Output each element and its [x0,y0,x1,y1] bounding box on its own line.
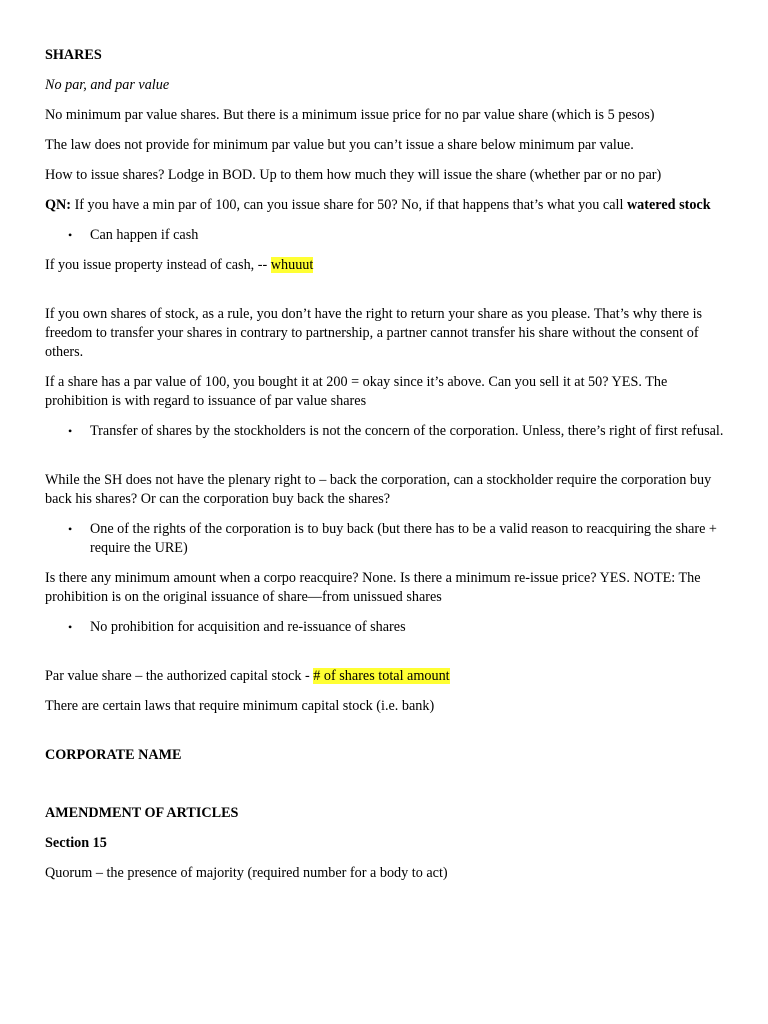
paragraph-buy-back: While the SH does not have the plenary right to – back the corporation, can a stockholder require the corporation buy back his shares? Or can the corporation buy back the shares? [45,472,712,507]
spacer [45,727,725,746]
question-text: If you have a min par of 100, can you issue share for 50? No, if that happens that’s what you call [71,197,627,213]
subtitle-par-value: No par, and par value [45,77,170,93]
bullet-list-2 [45,422,725,441]
list-item [68,422,725,441]
bullet-icon: • [68,424,73,438]
paragraph-own-shares: If you own shares of stock, as a rule, you don’t have the right to return your share as you please. That’s why there is freedom to transfer your shares in contrary to partnership, a partner cannot transfer his share without the consent of others. [45,306,703,360]
watered-stock-term: watered stock [626,197,711,213]
list-item [68,226,725,245]
spacer [45,452,725,471]
spacer [45,648,725,667]
bullet-list-1 [45,226,725,245]
property-text: If you issue property instead of cash, -- [45,257,271,273]
paragraph-reacquire: Is there any minimum amount when a corpo reacquire? None. Is there a minimum re-issue price? YES. NOTE: The prohibition is on the original issuance of share—from unissued shares [45,570,701,605]
question-label: QN: [45,197,72,213]
list-item [68,618,725,637]
heading-corporate-name: CORPORATE NAME [45,747,182,763]
paragraph-sell-shares: If a share has a par value of 100, you bought it at 200 = okay since it’s above. Can you sell it at 50? YES. The prohibition is with regard to issuance of par value shares [45,374,668,409]
par-value-text: Par value share – the authorized capital stock - [45,668,314,684]
list-item-text: No prohibition for acquisition and re-issuance of shares [90,619,406,635]
list-item-text: Can happen if cash [90,227,199,243]
highlighted-whuuut: whuuut [270,257,314,273]
bullet-icon: • [68,522,73,536]
paragraph-quorum: Quorum – the presence of majority (required number for a body to act) [45,865,448,881]
heading-shares: SHARES [45,47,102,63]
bullet-icon: • [68,228,73,242]
highlighted-shares-amount: # of shares total amount [313,668,450,684]
list-item-text: One of the rights of the corporation is to buy back (but there has to be a valid reason to reacquiring the share + require the URE) [90,521,717,556]
list-item [68,520,725,558]
paragraph-par-value-share [45,667,725,686]
paragraph-property [45,256,725,275]
bullet-list-3 [45,520,725,558]
document-page [45,46,725,894]
paragraph-law-min-par: The law does not provide for minimum par value but you can’t issue a share below minimum par value. [45,137,634,153]
paragraph-question [45,196,725,215]
spacer [45,776,725,804]
heading-amendment: AMENDMENT OF ARTICLES [45,805,239,821]
list-item-text: Transfer of shares by the stockholders is not the concern of the corporation. Unless, there’s right of first refusal. [90,423,724,439]
heading-section-15: Section 15 [45,835,107,851]
spacer [45,286,725,305]
paragraph-how-to-issue: How to issue shares? Lodge in BOD. Up to them how much they will issue the share (whether par or no par) [45,167,662,183]
paragraph-no-min-par: No minimum par value shares. But there is a minimum issue price for no par value share (which is 5 pesos) [45,107,655,123]
bullet-icon: • [68,620,73,634]
paragraph-min-capital: There are certain laws that require minimum capital stock (i.e. bank) [45,698,435,714]
bullet-list-4 [45,618,725,637]
